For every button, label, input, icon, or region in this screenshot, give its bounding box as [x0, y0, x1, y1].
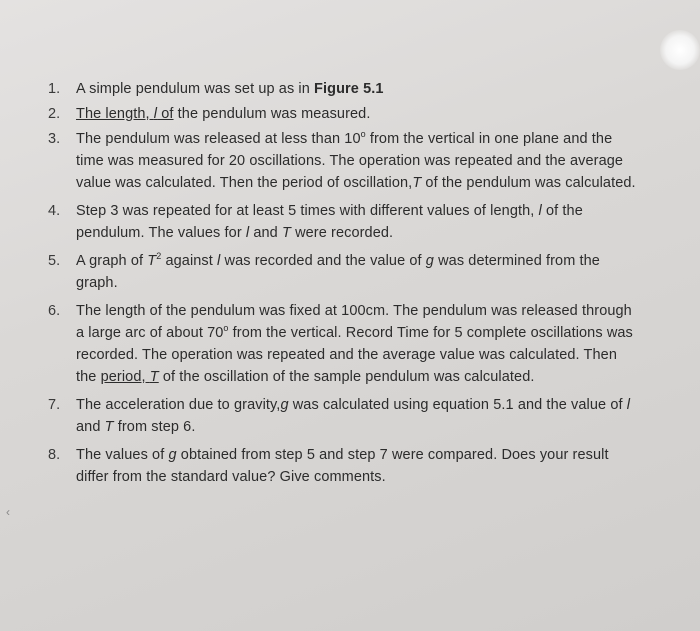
step-number: 7.	[48, 397, 61, 413]
variable-g: g	[425, 253, 434, 269]
step-text: and	[76, 419, 105, 435]
step-text: were recorded.	[290, 225, 394, 241]
step-number: 6.	[48, 303, 61, 319]
variable-l: l	[245, 225, 250, 241]
variable-g: g	[280, 397, 289, 413]
step-text: obtained from step 5 and step 7 were compared. Does your result differ from the standard value? Give comments.	[76, 447, 609, 485]
step-7	[48, 394, 638, 438]
variable-T: T	[412, 175, 422, 191]
step-text: was calculated using equation 5.1 and the value of	[288, 397, 627, 413]
step-text: from the vertical. Record Time for 5 complete oscillations was recorded. The operation was repeated and the average value was calculated. Then the	[76, 325, 633, 385]
variable-l: l	[153, 106, 158, 122]
step-number: 5.	[48, 253, 61, 269]
variable-T: T	[281, 225, 291, 241]
step-5	[48, 250, 638, 294]
step-number: 3.	[48, 131, 61, 147]
step-2	[48, 103, 638, 125]
step-text: period,	[100, 369, 150, 385]
step-text: from the vertical in one plane and the time was measured for 20 oscillations. The operation was repeated and the average value was calculated. Then the period of oscillation,	[76, 131, 624, 191]
step-text: was recorded and the value of	[220, 253, 426, 269]
step-4	[48, 200, 638, 244]
step-text: the pendulum was measured.	[173, 106, 371, 122]
degree-symbol: o	[223, 323, 229, 334]
step-text: A simple pendulum was set up as in	[76, 81, 315, 97]
step-8	[48, 444, 638, 488]
step-text: of	[157, 106, 174, 122]
step-text: of the oscillation of the sample pendulum was calculated.	[158, 369, 535, 385]
variable-l: l	[217, 253, 221, 269]
margin-mark: ‹	[6, 505, 10, 519]
step-text: from step 6.	[113, 419, 196, 435]
variable-l: l	[626, 397, 631, 413]
step-text: The acceleration due to gravity,	[76, 397, 281, 413]
step-number: 4.	[48, 203, 61, 219]
step-text: The length,	[76, 106, 154, 122]
step-3	[48, 128, 638, 194]
step-text: Step 3 was repeated for at least 5 times with different values of length,	[76, 203, 539, 219]
step-text: The pendulum was released at less than 10	[76, 131, 361, 147]
step-6	[48, 300, 638, 388]
procedure-list	[48, 78, 638, 494]
step-text: of the pendulum was calculated.	[421, 175, 636, 191]
variable-T: T	[149, 369, 159, 385]
step-1	[48, 78, 638, 100]
exponent: 2	[156, 251, 162, 262]
variable-g: g	[168, 447, 177, 463]
step-text: of the pendulum. The values for	[76, 203, 583, 241]
step-text: and	[249, 225, 282, 241]
variable-T: T	[104, 419, 114, 435]
step-number: 8.	[48, 447, 61, 463]
step-text: The values of	[76, 447, 169, 463]
step-text: was determined from the graph.	[76, 253, 600, 291]
variable-T: T	[147, 253, 157, 269]
step-text: A graph of	[76, 253, 148, 269]
step-number: 1.	[48, 81, 61, 97]
step-text: The length of the pendulum was fixed at 100cm. The pendulum was released through a large arc of about 70	[76, 303, 632, 341]
variable-l: l	[538, 203, 542, 219]
step-text: against	[161, 253, 218, 269]
figure-reference: Figure 5.1	[314, 81, 384, 97]
light-glare	[660, 30, 700, 70]
step-number: 2.	[48, 106, 61, 122]
degree-symbol: o	[360, 129, 366, 140]
